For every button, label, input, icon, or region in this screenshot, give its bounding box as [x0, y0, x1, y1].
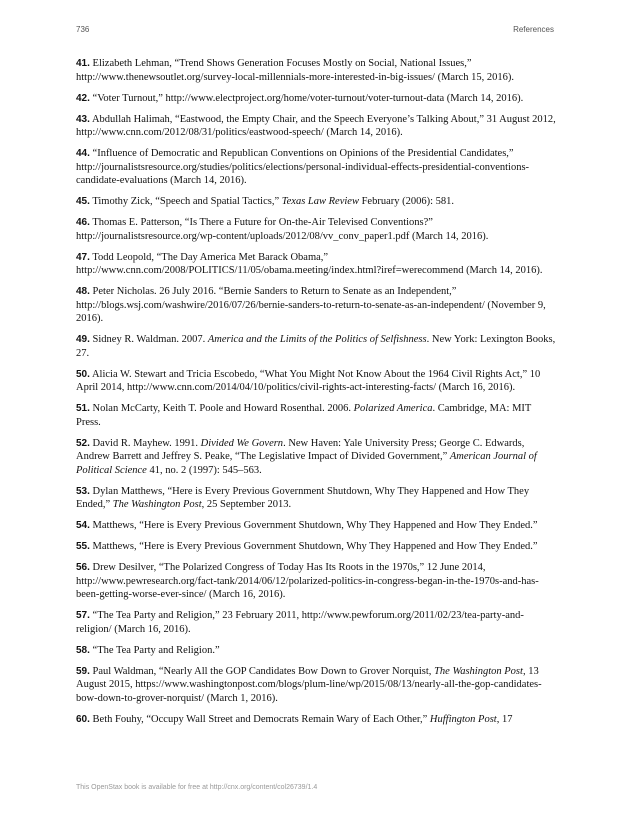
endnote-item [76, 251, 556, 278]
endnote-number: 59. [76, 665, 90, 677]
endnote-item [76, 713, 556, 727]
endnote-item [76, 368, 556, 395]
endnote-italic-title: The Washington Post [434, 665, 523, 677]
endnote-italic-title: Texas Law Review [281, 196, 359, 207]
endnote-item [76, 540, 556, 554]
section-title: References [513, 25, 554, 34]
endnote-text: Timothy Zick, “Speech and Spatial Tactics,” [92, 196, 282, 207]
endnote-item [76, 195, 556, 209]
endnote-item [76, 561, 556, 602]
endnote-text: David R. Mayhew. 1991. [92, 437, 201, 449]
endnote-text: . New York: Lexington Books, 27. [76, 334, 556, 359]
endnote-number: 52. [76, 437, 90, 449]
endnote-item [76, 333, 556, 360]
endnote-item [76, 285, 556, 326]
endnote-italic-title: Huffington Post [429, 713, 497, 725]
endnote-number: 41. [76, 58, 90, 69]
endnote-number: 54. [76, 520, 90, 531]
endnote-item [76, 437, 556, 478]
endnote-number: 49. [76, 334, 90, 345]
endnote-text: Drew Desilver, “The Polarized Congress of Today Has Its Roots in the 1970s,” 12 June 2014, http://www.pewresearch.org/fact-tank/2014/06/12/polarized-politics-in-congress-began-in-the-1970s-and-has-been-getting-worse-ever-since/ (March 16, 2016). [76, 562, 539, 600]
endnote-number: 58. [76, 644, 90, 656]
endnote-text: Nolan McCarty, Keith T. Poole and Howard Rosenthal. 2006. [92, 403, 354, 414]
endnote-item [76, 665, 556, 706]
endnote-italic-title: America and the Limits of the Politics of Selfishness [207, 334, 427, 345]
endnote-number: 48. [76, 286, 90, 297]
endnote-number: 47. [76, 251, 90, 263]
endnote-number: 60. [76, 713, 90, 725]
endnote-item [76, 485, 556, 512]
endnotes-list [76, 57, 556, 734]
endnote-text: Abdullah Halimah, “Eastwood, the Empty Chair, and the Speech Everyone’s Talking About,” 31 August 2012, http://www.cnn.com/2012/08/31/politics/eastwood-speech/ (March 14, 2016). [76, 113, 556, 138]
endnote-text: Thomas E. Patterson, “Is There a Future for On-the-Air Televised Conventions?” http://journalistsresource.org/wp-content/uploads/2012/08/vv_conv_paper1.pdf (March 14, 2016). [76, 217, 489, 242]
endnote-text: Todd Leopold, “The Day America Met Barack Obama,” http://www.cnn.com/2008/POLITICS/11/05/obama.meeting/index.html?iref=werecommend (March 14, 2016). [76, 251, 543, 276]
endnote-italic-title: Polarized America [353, 403, 433, 414]
endnote-italic-title: The Washington Post [112, 499, 202, 510]
endnote-item [76, 92, 556, 106]
endnote-text: “The Tea Party and Religion.” [92, 644, 220, 656]
endnote-number: 53. [76, 485, 90, 497]
endnote-number: 44. [76, 148, 90, 159]
endnote-text: Matthews, “Here is Every Previous Government Shutdown, Why They Happened and How They Ended.” [92, 541, 538, 552]
endnote-text: , 25 September 2013. [201, 499, 292, 510]
endnote-text: , 17 [496, 713, 513, 725]
endnote-item [76, 609, 556, 636]
endnote-number: 42. [76, 92, 90, 104]
endnote-number: 45. [76, 196, 90, 207]
endnote-text: Alicia W. Stewart and Tricia Escobedo, “What You Might Not Know About the 1964 Civil Rights Act,” 10 April 2014, http://www.cnn.com/2014/04/10/politics/civil-rights-act-interesting-facts/ (March 16, 2016). [76, 368, 541, 393]
endnote-text: February (2006): 581. [358, 196, 455, 207]
endnote-text: “Influence of Democratic and Republican Conventions on Opinions of the Presidential Candidates,” http://journalistsresource.org/studies/politics/elections/personal-individual-effects-presidential-conventions-candidate-evaluations (March 14, 2016). [76, 148, 530, 186]
endnote-item [76, 113, 556, 140]
endnote-text: . New Haven: Yale University Press; George C. Edwards, Andrew Barrett and Jeffrey S. Peake, “The Legislative Impact of Divided Government,” [76, 437, 525, 462]
endnote-number: 46. [76, 217, 90, 228]
endnote-text: Peter Nicholas. 26 July 2016. “Bernie Sanders to Return to Senate as an Independent,” http://blogs.wsj.com/washwire/2016/07/26/bernie-sanders-to-return-to-senate-as-an-independent/ (November 9, 2016). [76, 286, 546, 324]
endnote-item [76, 402, 556, 429]
endnote-item [76, 519, 556, 533]
endnote-text: Sidney R. Waldman. 2007. [92, 334, 208, 345]
endnote-text: Dylan Matthews, “Here is Every Previous Government Shutdown, Why They Happened and How They Ended,” [76, 485, 530, 510]
endnote-item [76, 57, 556, 84]
endnote-text: , 13 August 2015, https://www.washingtonpost.com/blogs/plum-line/wp/2015/08/13/nearly-all-the-gop-candidates-bow-down-to-grover-norquist/ (March 1, 2016). [76, 665, 542, 704]
endnote-item [76, 147, 556, 188]
endnote-text: 41, no. 2 (1997): 545–563. [146, 464, 262, 476]
endnote-item [76, 216, 556, 243]
endnote-text: “Voter Turnout,” http://www.electproject.org/home/voter-turnout/voter-turnout-data (March 14, 2016). [92, 92, 524, 104]
endnote-italic-title: American Journal of Political Science [76, 451, 537, 476]
endnote-item [76, 644, 556, 658]
endnote-text: “The Tea Party and Religion,” 23 February 2011, http://www.pewforum.org/2011/02/23/tea-party-and-religion/ (March 16, 2016). [76, 610, 524, 635]
endnote-number: 43. [76, 113, 90, 125]
endnote-number: 50. [76, 368, 90, 380]
page-footer: This OpenStax book is available for free at http://cnx.org/content/col26739/1.4 [76, 784, 318, 791]
endnote-text: . Cambridge, MA: MIT Press. [76, 403, 532, 428]
page-number: 736 [76, 25, 90, 34]
endnote-number: 55. [76, 541, 90, 552]
endnote-number: 56. [76, 562, 90, 573]
endnote-text: Paul Waldman, “Nearly All the GOP Candidates Bow Down to Grover Norquist, [92, 665, 435, 677]
endnote-number: 51. [76, 403, 90, 414]
page-header [76, 25, 554, 37]
endnote-text: Beth Fouhy, “Occupy Wall Street and Democrats Remain Wary of Each Other,” [92, 713, 430, 725]
endnote-number: 57. [76, 610, 90, 621]
endnote-italic-title: Divided We Govern [200, 437, 284, 449]
endnote-text: Matthews, “Here is Every Previous Government Shutdown, Why They Happened and How They Ended.” [92, 520, 538, 531]
endnote-text: Elizabeth Lehman, “Trend Shows Generation Focuses Mostly on Social, National Issues,” http://www.thenewsoutlet.org/survey-local-millennials-more-interested-in-big-issues/ (March 15, 2016). [76, 58, 514, 83]
